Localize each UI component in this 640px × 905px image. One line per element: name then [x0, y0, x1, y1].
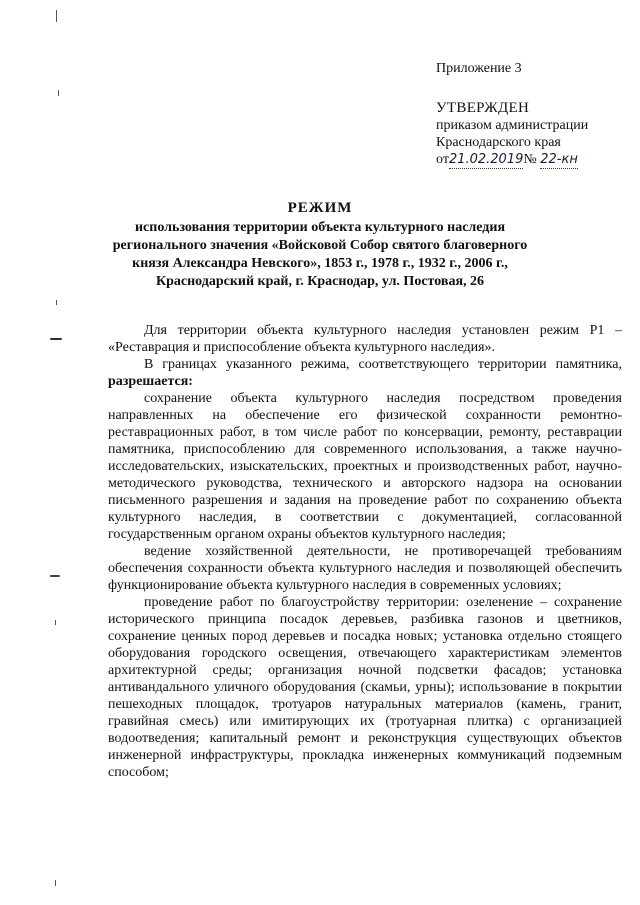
approval-line-1: приказом администрации: [436, 118, 589, 133]
scan-mark: [55, 620, 56, 625]
date-prefix: от: [436, 152, 449, 167]
punch-hole-mark: [50, 575, 60, 577]
paragraph-2-bold: разрешается:: [108, 374, 193, 389]
number-prefix: №: [523, 152, 537, 167]
approval-date-line: [436, 151, 636, 169]
scan-mark: [55, 880, 56, 886]
handwritten-date: 21.02.2019: [448, 152, 524, 167]
handwritten-number: 22-кн: [540, 152, 578, 167]
approved-heading: УТВЕРЖДЕН: [436, 100, 530, 116]
document-body: [108, 322, 622, 781]
approval-block: [436, 60, 636, 169]
paragraph-2-text: В границах указанного режима, соответствующего территории памятника,: [144, 357, 622, 372]
scan-mark: [58, 90, 59, 96]
paragraph-5: проведение работ по благоустройству территории: озеленение – сохранение исторического принципа посадок деревьев, разбивка газонов и цветников, сохранение ценных пород деревьев и посадка новых; установка отдельно стоящего оборудования городского освещения, отвечающего характеристикам элементов архитектурной среды; организация ночной подсветки фасадов; установка антивандального уличного оборудования (скамьи, урны); использование в покрытии пешеходных площадок, тротуаров натуральных материалов (камень, гранит, гравийная смесь) или имитирующих их (тротуарная плитка) с организацией водоотведения; капитальный ремонт и реконструкция существующих объектов инженерной инфраструктуры, прокладка инженерных коммуникаций подземным способом;: [108, 595, 622, 780]
paragraph-3: сохранение объекта культурного наследия посредством проведения направленных на обеспечение его физической сохранности ремонтно-реставрационных работ, в том числе работ по консервации, ремонту, реставрации памятника, приспособлению для современного использования, а также научно-исследовательских, изыскательских, проектных и производственных работ, научно-методического руководства, технического и авторского надзора на основании письменного разрешения и задания на проведение работ по сохранению объекта культурного наследия, в соответствии с документацией, согласованной государственным органом охраны объектов культурного наследия;: [108, 391, 622, 542]
paragraph-4: ведение хозяйственной деятельности, не противоречащей требованиям обеспечения сохранности объекта культурного наследия и позволяющей обеспечить функционирование объекта культурного наследия в современных условиях;: [108, 544, 622, 593]
document-subtitle: использования территории объекта культурного наследия регионального значения «Войсковой Собор святого благоверного князя Александра Невского», 1853 г., 1978 г., 1932 г., 2006 г., Краснодарский край, г. Краснодар, ул. Постовая, 26: [112, 220, 528, 289]
paragraph-2: [108, 356, 622, 390]
document-title: РЕЖИМ: [287, 200, 353, 216]
appendix-label: Приложение 3: [436, 61, 522, 76]
punch-hole-mark: [50, 338, 62, 340]
approval-line-2: Краснодарского края: [436, 135, 561, 150]
scan-mark: [56, 10, 57, 22]
scan-mark: [56, 300, 57, 305]
paragraph-1: Для территории объекта культурного наследия установлен режим Р1 – «Реставрация и приспособление объекта культурного наследия».: [108, 323, 622, 355]
